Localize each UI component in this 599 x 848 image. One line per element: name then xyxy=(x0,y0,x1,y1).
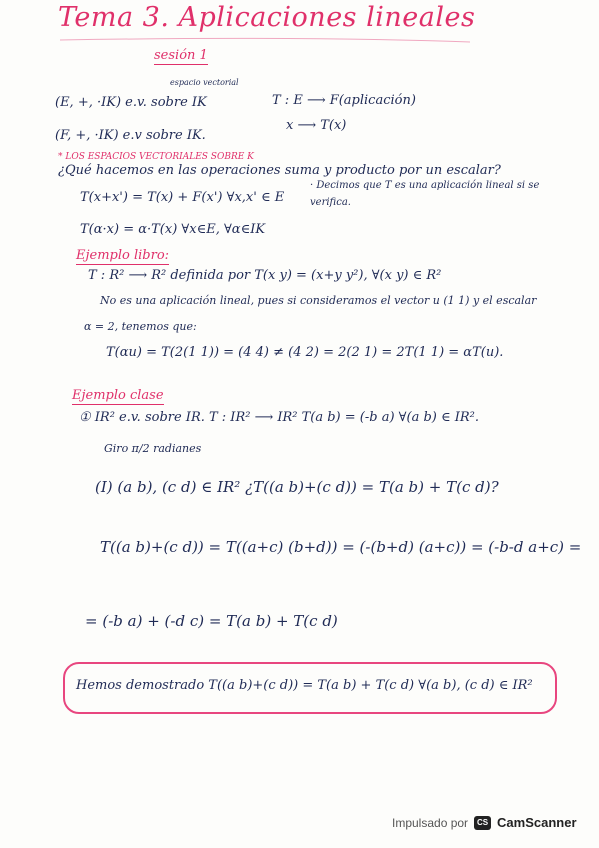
map-element: x ⟶ T(x) xyxy=(286,118,347,133)
vector-space-f: (F, +, ·IK) e.v sobre IK. xyxy=(55,128,206,143)
example-book-definition: T : R² ⟶ R² definida por T(x y) = (x+y y²), ∀(x y) ∈ R² xyxy=(88,268,442,283)
vector-space-e: (E, +, ·IK) e.v. sobre IK xyxy=(55,95,207,110)
example-class-item-1: ① IR² e.v. sobre IR. T : IR² ⟶ IR² T(a b) = (-b a) ∀(a b) ∈ IR². xyxy=(79,410,480,425)
example-book-text-1: No es una aplicación lineal, pues si consideramos el vector u (1 1) y el escalar xyxy=(100,294,537,307)
linearity-condition-scalar: T(α·x) = α·T(x) ∀x∈E, ∀α∈IK xyxy=(80,222,266,237)
session-label: sesión 1 xyxy=(154,48,208,63)
question-text: ¿Qué hacemos en las operaciones suma y producto por un escalar? xyxy=(58,163,501,178)
example-book-heading: Ejemplo libro: xyxy=(76,248,170,263)
pink-note: * LOS ESPACIOS VECTORIALES SOBRE K xyxy=(58,152,254,162)
camscanner-watermark xyxy=(392,815,577,830)
linearity-condition-sum: T(x+x') = T(x) + F(x') ∀x,x' ∈ E xyxy=(80,190,285,205)
annotation-vector-space: espacio vectorial xyxy=(170,78,239,87)
camscanner-logo-icon: CS xyxy=(474,816,491,830)
map-definition: T : E ⟶ F(aplicación) xyxy=(272,93,416,108)
rotation-label: Giro π/2 radianes xyxy=(104,442,202,455)
conclusion-text: Hemos demostrado T((a b)+(c d)) = T(a b) + T(c d) ∀(a b), (c d) ∈ IR² xyxy=(76,678,533,693)
example-book-calculation: T(αu) = T(2(1 1)) = (4 4) ≠ (4 2) = 2(2 1) = 2T(1 1) = αT(u). xyxy=(106,345,504,360)
additivity-step-1: (I) (a b), (c d) ∈ IR² ¿T((a b)+(c d)) = T(a b) + T(c d)? xyxy=(95,478,499,496)
example-book-text-2: α = 2, tenemos que: xyxy=(84,320,197,333)
powered-by-label: Impulsado por xyxy=(392,815,469,830)
additivity-step-3: = (-b a) + (-d c) = T(a b) + T(c d) xyxy=(85,612,338,630)
additivity-step-2: T((a b)+(c d)) = T((a+c) (b+d)) = (-(b+d) (a+c)) = (-b-d a+c) = xyxy=(100,538,582,556)
example-class-heading: Ejemplo clase xyxy=(72,388,164,403)
camscanner-brand: CamScanner xyxy=(497,815,577,830)
page-title: Tema 3. Aplicaciones lineales xyxy=(58,2,476,33)
linearity-note: · Decimos que T es una aplicación lineal si se verifica. xyxy=(310,180,540,208)
